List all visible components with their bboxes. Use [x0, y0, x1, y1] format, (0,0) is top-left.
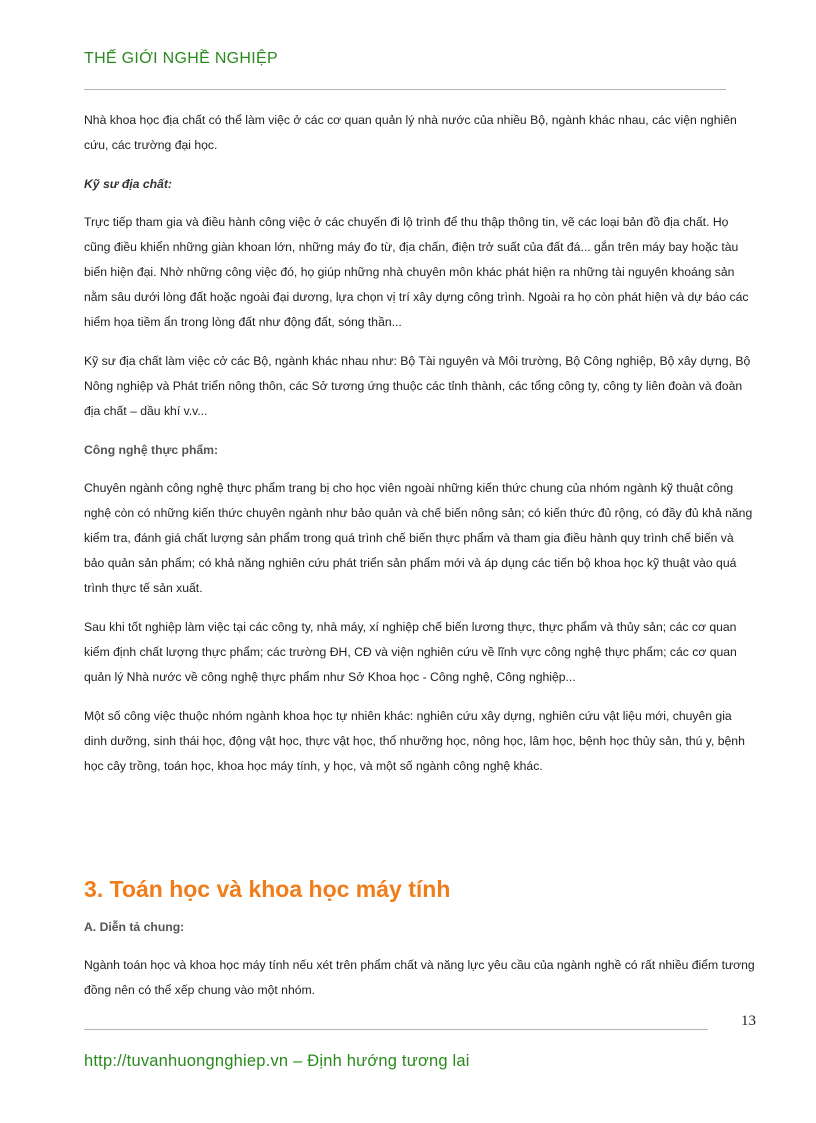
subheading-general-description: A. Diễn tả chung:: [84, 920, 185, 934]
footer-divider: [84, 1029, 708, 1030]
paragraph-geology-engineer-duties: Trực tiếp tham gia và điều hành công việc ở các chuyến đi lộ trình để thu thập thông tin, vẽ các loại bản đồ địa chất. Họ cũng điều khiển những giàn khoan lớn, những máy đo từ, địa chấn, điện trở suất của đất đá... gắn trên máy bay hoặc tàu biển hiện đại. Nhờ những công việc đó, họ giúp những nhà chuyên môn khác phát hiện ra những tài nguyên khoáng sản nằm sâu dưới lòng đất hoặc ngoài đại dương, lựa chọn vị trí xây dựng công trình. Ngoài ra họ còn phát hiện và dự báo các hiểm họa tiềm ẩn trong lòng đất như động đất, sóng thần...: [84, 215, 749, 329]
subheading-food-technology: Công nghệ thực phẩm:: [84, 443, 219, 457]
header-divider: [84, 89, 726, 90]
section-heading-math-cs: 3. Toán học và khoa học máy tính: [84, 876, 451, 902]
page-content: [84, 108, 756, 1017]
subheading-geology-engineer: Kỹ sư địa chất:: [84, 177, 172, 191]
paragraph-math-cs-description: Ngành toán học và khoa học máy tính nếu xét trên phẩm chất và năng lực yêu cầu của ngành nghề có rất nhiều điểm tương đồng nên có thể xếp chung vào một nhóm.: [84, 958, 755, 997]
paragraph-food-technology-training: Chuyên ngành công nghệ thực phẩm trang bị cho học viên ngoài những kiến thức chung của nhóm ngành kỹ thuật công nghệ còn có những kiến thức chuyên ngành như bảo quản và chế biến nông sản; có kiến thức đủ rộng, có đầy đủ khả năng kiểm tra, đánh giá chất lượng sản phẩm trong quá trình chế biến thực phẩm và tham gia điều hành quy trình chế biến và bảo quản sản phẩm; có khả năng nghiên cứu phát triển sản phẩm mới và áp dụng các tiến bộ khoa học kỹ thuật vào quá trình thực tế sản xuất.: [84, 481, 753, 595]
paragraph-food-technology-workplaces: Sau khi tốt nghiệp làm việc tại các công ty, nhà máy, xí nghiệp chế biến lương thực, thực phẩm và thủy sản; các cơ quan kiểm định chất lượng thực phẩm; các trường ĐH, CĐ và viện nghiên cứu về lĩnh vực công nghệ thực phẩm; các cơ quan quản lý Nhà nước về công nghệ thực phẩm như Sở Khoa học - Công nghệ, Công nghiệp...: [84, 620, 737, 684]
paragraph-geology-scientist: Nhà khoa học địa chất có thể làm việc ở các cơ quan quản lý nhà nước của nhiều Bộ, ngành khác nhau, các viện nghiên cứu, các trường đại học.: [84, 113, 737, 152]
page-number: 13: [741, 1013, 756, 1029]
header-title: THẾ GIỚI NGHỀ NGHIỆP: [84, 50, 278, 67]
paragraph-geology-engineer-workplaces: Kỹ sư địa chất làm việc cở các Bộ, ngành khác nhau như: Bộ Tài nguyên và Môi trường, Bộ Công nghiệp, Bộ xây dựng, Bộ Nông nghiệp và Phát triển nông thôn, các Sở tương ứng thuộc các tỉnh thành, các tổng công ty, công ty liên đoàn và đoàn địa chất – dầu khí v.v...: [84, 354, 751, 418]
footer-url: http://tuvanhuongnghiep.vn – Định hướng tương lai: [84, 1052, 470, 1070]
paragraph-other-natural-sciences: Một số công việc thuộc nhóm ngành khoa học tự nhiên khác: nghiên cứu xây dựng, nghiên cứu vật liệu mới, chuyên gia dinh dưỡng, sinh thái học, động vật học, thực vật học, thổ nhưỡng học, nông học, lâm học, bệnh học thủy sản, thú y, bệnh học cây trồng, toán học, khoa học máy tính, y học, và một số ngành công nghệ khác.: [84, 709, 745, 773]
